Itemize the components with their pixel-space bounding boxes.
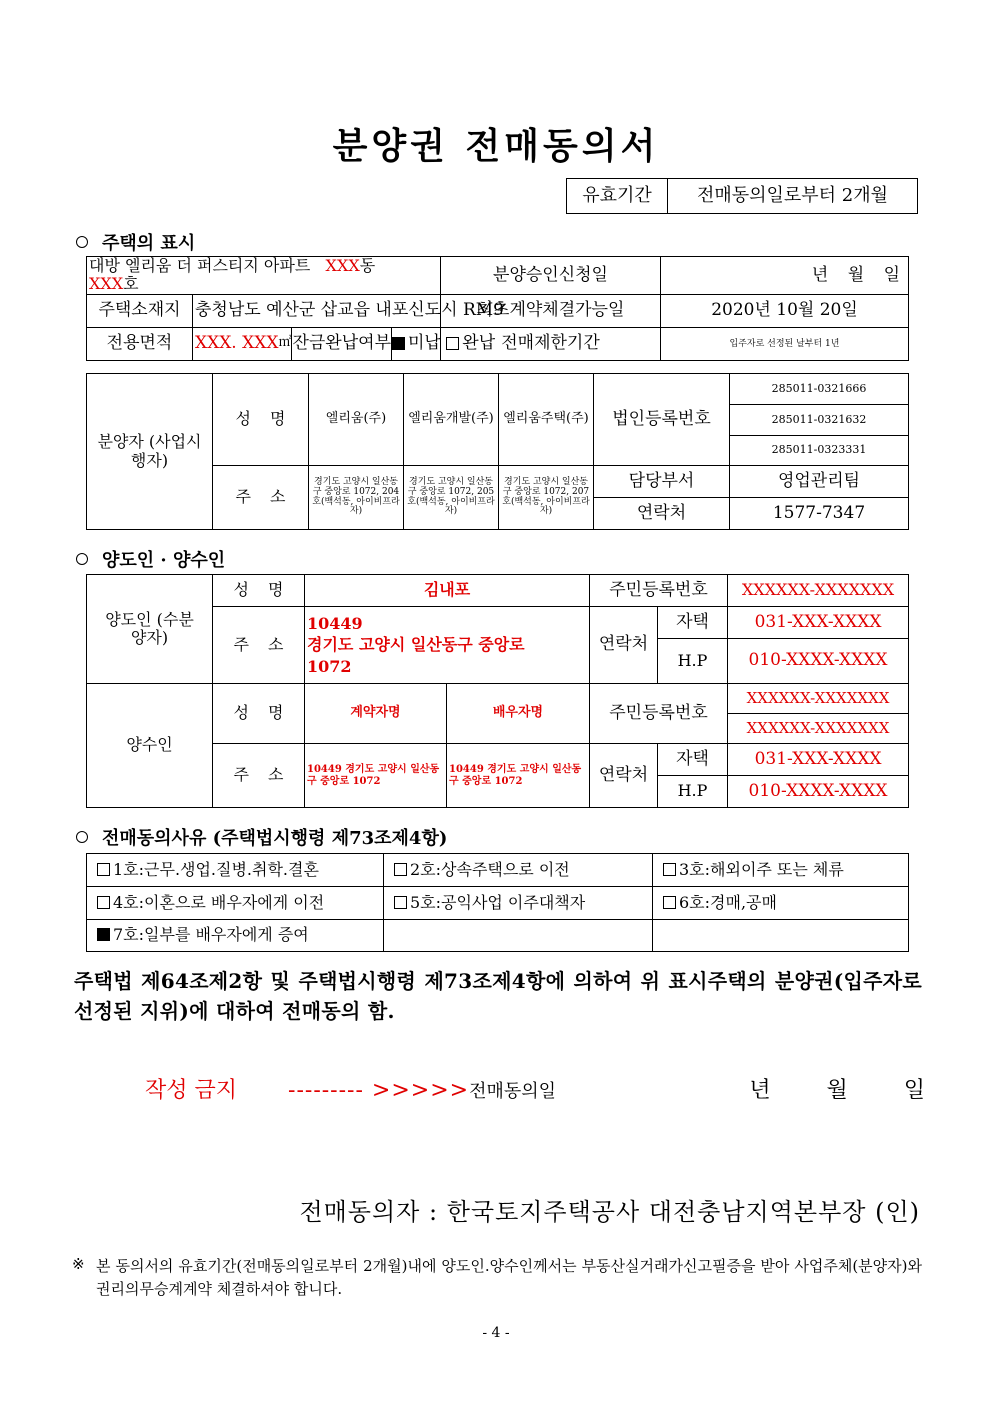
- parties-table: [86, 574, 909, 808]
- paid-checkbox[interactable]: [446, 337, 459, 350]
- transferee-addr-label: 주 소: [213, 744, 305, 808]
- seller-label: 분양자 (사업시행자): [97, 432, 202, 470]
- transferor-name-label: 성 명: [213, 575, 305, 607]
- seller-dept-label: 담당부서: [594, 466, 730, 498]
- section-house-heading: 주택의 표시: [76, 229, 195, 255]
- seller-dept-value: 영업관리팀: [730, 466, 909, 498]
- date-line: [145, 1073, 925, 1104]
- transferee-id-label: 주민등록번호: [590, 684, 728, 744]
- reason-4[interactable]: 4호:이혼으로 배우자에게 이전: [87, 887, 384, 920]
- reason-2[interactable]: 2호:상속주택으로 이전: [384, 854, 653, 887]
- transferor-contact-label: 연락처: [590, 607, 658, 684]
- reason-6[interactable]: 6호:경매,공매: [653, 887, 909, 920]
- restriction-label: 전매제한기간: [441, 327, 661, 360]
- apt-name: 대방 엘리움 더 퍼스티지 아파트: [89, 256, 311, 275]
- transferor-home-value: 031-XXX-XXXX: [728, 607, 909, 639]
- reason-1[interactable]: 1호:근무.생업.질병.취학.결혼: [87, 854, 384, 887]
- transferor-hp-value: 010-XXXX-XXXX: [728, 639, 909, 684]
- reason-7[interactable]: 7호:일부를 배우자에게 증여: [87, 920, 384, 952]
- note-mark: ※: [72, 1255, 85, 1273]
- reason-6-checkbox[interactable]: [663, 896, 676, 909]
- seller-contact-label: 연락처: [594, 498, 730, 530]
- transferor-name: 김내포: [305, 575, 590, 607]
- contract-label: 최초계약체결가능일: [441, 294, 661, 327]
- area-unit: ㎡: [278, 335, 292, 351]
- reason-5[interactable]: 5호:공익사업 이주대책자: [384, 887, 653, 920]
- validity-value: 전매동의일로부터 2개월: [668, 179, 918, 214]
- house-table: [86, 256, 909, 361]
- arrow-mark: --------- >>>>>: [288, 1078, 470, 1103]
- seller-reg-2: 285011-0321632: [730, 405, 909, 436]
- circle-bullet-icon: [76, 553, 88, 565]
- circle-bullet-icon: [76, 831, 88, 843]
- transferee-home-label: 자택: [658, 744, 728, 776]
- validity-note: 본 동의서의 유효기간(전매동의일로부터 2개월)내에 양도인.양수인께서는 부동산실거래가신고필증을 받아 사업주체(분양자)와 권리의무승계계약 체결하셔야 합니다.: [96, 1257, 922, 1298]
- transferee-name-1: 계약자명: [305, 684, 447, 744]
- reason-3[interactable]: 3호:해외이주 또는 체류: [653, 854, 909, 887]
- dong-value: XXX: [325, 256, 360, 275]
- transferee-addr-1: 10449 경기도 고양시 일산동구 중앙로 1072: [305, 744, 447, 808]
- seller-name-3: 엘리움주택(주): [499, 374, 594, 466]
- location-value: 충청남도 예산군 삽교읍 내포신도시 RM9: [193, 294, 441, 327]
- consent-date-value: 년 월 일: [749, 1078, 925, 1103]
- reason-empty-1: [384, 920, 653, 952]
- balance-label: 잔금완납여부: [292, 328, 392, 360]
- location-label: 주택소재지: [87, 294, 193, 327]
- transferee-contact-label: 연락처: [590, 744, 658, 808]
- transferee-hp-value: 010-XXXX-XXXX: [728, 776, 909, 808]
- validity-label: 유효기간: [567, 179, 668, 214]
- unpaid-label: 미납: [408, 333, 441, 353]
- transferee-hp-label: H.P: [658, 776, 728, 808]
- seller-table: [86, 373, 909, 530]
- transferor-label: 양도인 (수분양자): [105, 609, 194, 647]
- seller-contact-value: 1577-7347: [730, 498, 909, 530]
- signer-line: 전매동의자 : 한국토지주택공사 대전충남지역본부장 (인): [299, 1198, 920, 1226]
- transferor-id-label: 주민등록번호: [590, 575, 728, 607]
- transferor-address: 10449 경기도 고양시 일산동구 중앙로 1072: [305, 607, 590, 684]
- restriction-value: 입주자로 선정된 날부터 1년: [661, 327, 909, 360]
- reason-empty-2: [653, 920, 909, 952]
- transferee-addr-2: 10449 경기도 고양시 일산동구 중앙로 1072: [447, 744, 590, 808]
- ho-unit: 호: [123, 274, 139, 294]
- section-reason-heading: 전매동의사유 (주택법시행령 제73조제4항): [76, 824, 447, 850]
- reason-4-checkbox[interactable]: [97, 896, 110, 909]
- transferor-home-label: 자택: [658, 607, 728, 639]
- area-label: 전용면적: [87, 327, 193, 360]
- transferee-id-1: XXXXXX-XXXXXXX: [728, 684, 909, 714]
- seller-name-1: 엘리움(주): [309, 374, 404, 466]
- transferee-id-2: XXXXXX-XXXXXXX: [728, 714, 909, 744]
- circle-bullet-icon: [76, 236, 88, 248]
- seller-name-2: 엘리움개발(주): [404, 374, 499, 466]
- seller-name-label: 성 명: [213, 374, 309, 466]
- seller-reg-label: 법인등록번호: [594, 374, 730, 466]
- seller-addr-label: 주 소: [213, 466, 309, 530]
- approval-label: 분양승인신청일: [441, 257, 661, 295]
- seller-addr-2: 경기도 고양시 일산동구 중앙로 1072, 205호(백석동, 아이비프라자): [404, 466, 499, 530]
- section-parties-heading: 양도인 · 양수인: [76, 546, 225, 572]
- area-value: XXX. XXX: [195, 333, 279, 353]
- ho-value: XXX: [89, 274, 124, 294]
- seller-reg-1: 285011-0321666: [730, 374, 909, 405]
- validity-box: [566, 178, 918, 214]
- transferor-id-value: XXXXXX-XXXXXXX: [728, 575, 909, 607]
- page-title: 분양권 전매동의서: [332, 125, 660, 167]
- seller-addr-1: 경기도 고양시 일산동구 중앙로 1072, 204호(백석동, 아이비프라자): [309, 466, 404, 530]
- reason-3-checkbox[interactable]: [663, 863, 676, 876]
- reasons-table: [86, 853, 909, 952]
- paid-label: 완납: [462, 333, 496, 353]
- consent-statement: 주택법 제64조제2항 및 주택법시행령 제73조제4항에 의하여 위 표시주택의 분양권(입주자로 선정된 지위)에 대하여 전매동의 함.: [74, 969, 922, 1023]
- seller-reg-3: 285011-0323331: [730, 436, 909, 466]
- transferee-name-label: 성 명: [213, 684, 305, 744]
- dong-unit: 동: [359, 256, 376, 275]
- forbidden-label: 작성 금지: [145, 1078, 238, 1103]
- transferee-home-value: 031-XXX-XXXX: [728, 744, 909, 776]
- unpaid-checkbox[interactable]: [392, 337, 405, 350]
- transferor-addr-label: 주 소: [213, 607, 305, 684]
- transferee-name-2: 배우자명: [447, 684, 590, 744]
- transferee-label: 양수인: [87, 684, 213, 808]
- reason-7-checkbox[interactable]: [97, 928, 110, 941]
- contract-value: 2020년 10월 20일: [661, 294, 909, 327]
- reason-2-checkbox[interactable]: [394, 863, 407, 876]
- transferor-hp-label: H.P: [658, 639, 728, 684]
- approval-value: 년 월 일: [661, 257, 909, 295]
- page-number: - 4 -: [482, 1325, 510, 1341]
- consent-date-label: 전매동의일: [469, 1081, 557, 1102]
- seller-addr-3: 경기도 고양시 일산동구 중앙로 1072, 207호(백석동, 아이비프라자): [499, 466, 594, 530]
- reason-1-checkbox[interactable]: [97, 863, 110, 876]
- reason-5-checkbox[interactable]: [394, 896, 407, 909]
